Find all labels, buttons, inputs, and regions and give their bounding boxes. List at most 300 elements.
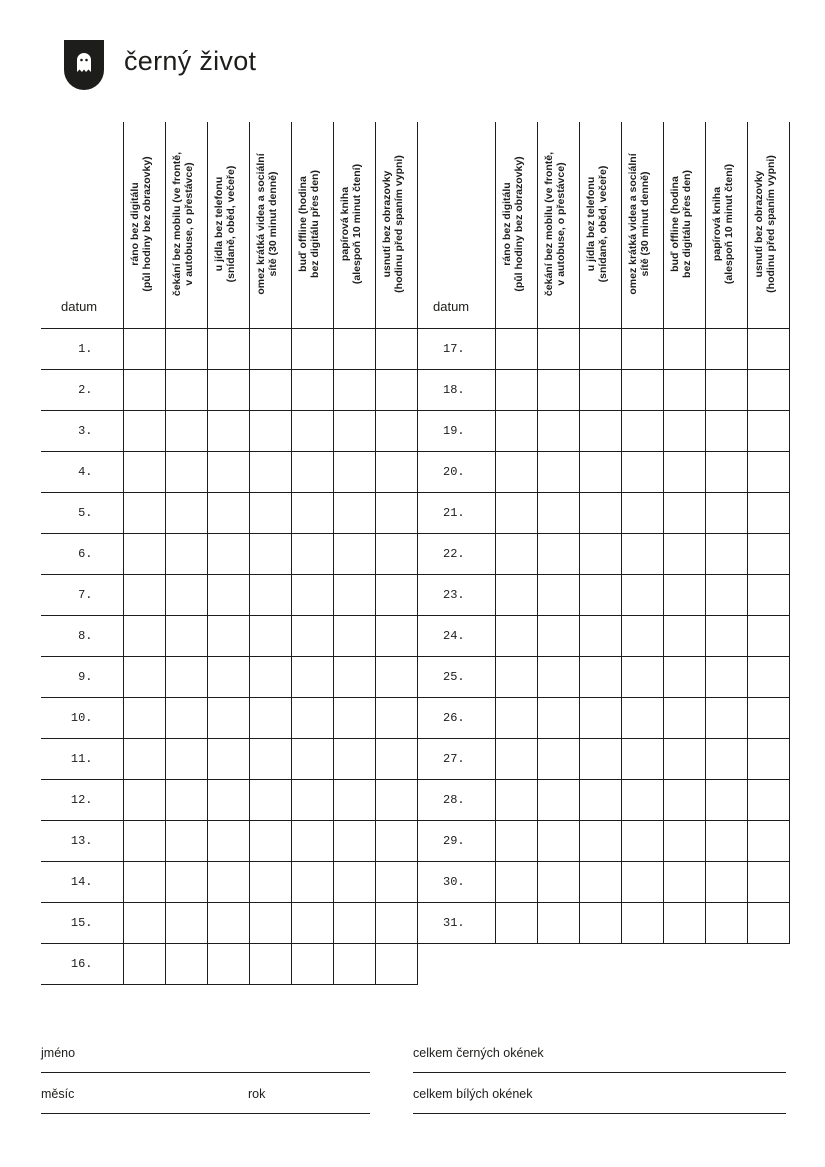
day-row [413, 657, 789, 698]
checkbox-cell[interactable] [123, 698, 165, 739]
header-row [41, 122, 417, 329]
day-row [41, 575, 417, 616]
checkbox-cell[interactable] [663, 370, 705, 411]
day-row [41, 493, 417, 534]
checkbox-cell[interactable] [375, 575, 417, 616]
checkbox-cell[interactable] [705, 534, 747, 575]
checkbox-cell[interactable] [537, 780, 579, 821]
checkbox-cell[interactable] [123, 616, 165, 657]
date-header: datum [433, 299, 470, 314]
day-label: 3. [41, 411, 123, 452]
day-row [413, 698, 789, 739]
day-row [413, 780, 789, 821]
checkbox-cell[interactable] [375, 534, 417, 575]
checkbox-cell[interactable] [537, 698, 579, 739]
checkbox-cell[interactable] [249, 370, 291, 411]
checkbox-cell[interactable] [747, 411, 789, 452]
checkbox-cell[interactable] [165, 616, 207, 657]
column-header: omez krátká videa a sociální sítě (30 minut denně) [621, 122, 663, 329]
checkbox-cell[interactable] [333, 370, 375, 411]
checkbox-cell[interactable] [747, 862, 789, 903]
checkbox-cell[interactable] [621, 698, 663, 739]
checkbox-cell[interactable] [333, 862, 375, 903]
year-label: rok [248, 1087, 266, 1101]
checkbox-cell[interactable] [207, 821, 249, 862]
day-label: 14. [41, 862, 123, 903]
day-label: 7. [41, 575, 123, 616]
checkbox-cell[interactable] [495, 575, 537, 616]
checkbox-cell[interactable] [705, 862, 747, 903]
day-label: 31. [413, 903, 495, 944]
checkbox-cell[interactable] [579, 575, 621, 616]
checkbox-cell[interactable] [207, 862, 249, 903]
day-row [413, 862, 789, 903]
checkbox-cell[interactable] [123, 329, 165, 370]
day-row [41, 411, 417, 452]
day-label: 23. [413, 575, 495, 616]
checkbox-cell[interactable] [249, 821, 291, 862]
checkbox-cell[interactable] [537, 616, 579, 657]
checkbox-cell[interactable] [165, 329, 207, 370]
day-row [413, 903, 789, 944]
day-label: 18. [413, 370, 495, 411]
checkbox-cell[interactable] [375, 411, 417, 452]
checkbox-cell[interactable] [579, 862, 621, 903]
checkbox-cell[interactable] [123, 411, 165, 452]
checkbox-cell[interactable] [579, 657, 621, 698]
day-row [41, 739, 417, 780]
checkbox-cell[interactable] [333, 616, 375, 657]
checkbox-cell[interactable] [291, 370, 333, 411]
checkbox-cell[interactable] [495, 329, 537, 370]
checkbox-cell[interactable] [207, 493, 249, 534]
day-label: 10. [41, 698, 123, 739]
checkbox-cell[interactable] [249, 575, 291, 616]
checkbox-cell[interactable] [705, 575, 747, 616]
checkbox-cell[interactable] [249, 739, 291, 780]
checkbox-cell[interactable] [291, 452, 333, 493]
checkbox-cell[interactable] [207, 657, 249, 698]
checkbox-cell[interactable] [705, 821, 747, 862]
checkbox-cell[interactable] [747, 452, 789, 493]
checkbox-cell[interactable] [705, 739, 747, 780]
day-label: 15. [41, 903, 123, 944]
checkbox-cell[interactable] [747, 903, 789, 944]
tracker-table-right [413, 122, 790, 944]
checkbox-cell[interactable] [747, 821, 789, 862]
checkbox-cell[interactable] [621, 657, 663, 698]
checkbox-cell[interactable] [579, 780, 621, 821]
checkbox-cell[interactable] [333, 411, 375, 452]
checkbox-cell[interactable] [291, 698, 333, 739]
day-row [41, 329, 417, 370]
checkbox-cell[interactable] [123, 657, 165, 698]
checkbox-cell[interactable] [375, 903, 417, 944]
checkbox-cell[interactable] [123, 862, 165, 903]
checkbox-cell[interactable] [375, 739, 417, 780]
checkbox-cell[interactable] [579, 616, 621, 657]
checkbox-cell[interactable] [747, 575, 789, 616]
column-header: usnutí bez obrazovky (hodinu před spaním vypni) [747, 122, 789, 329]
day-label: 6. [41, 534, 123, 575]
checkbox-cell[interactable] [375, 452, 417, 493]
checkbox-cell[interactable] [747, 370, 789, 411]
checkbox-cell[interactable] [705, 452, 747, 493]
checkbox-cell[interactable] [495, 862, 537, 903]
day-label: 16. [41, 944, 123, 985]
ghost-icon [64, 40, 104, 90]
checkbox-cell[interactable] [291, 903, 333, 944]
checkbox-cell[interactable] [705, 780, 747, 821]
day-label: 30. [413, 862, 495, 903]
checkbox-cell[interactable] [333, 575, 375, 616]
checkbox-cell[interactable] [579, 534, 621, 575]
checkbox-cell[interactable] [123, 780, 165, 821]
day-row [413, 739, 789, 780]
day-row [41, 698, 417, 739]
checkbox-cell[interactable] [291, 616, 333, 657]
checkbox-cell[interactable] [579, 698, 621, 739]
checkbox-cell[interactable] [495, 739, 537, 780]
checkbox-cell[interactable] [375, 862, 417, 903]
white-total-field[interactable] [413, 1113, 786, 1114]
day-row [413, 411, 789, 452]
checkbox-cell[interactable] [291, 657, 333, 698]
checkbox-cell[interactable] [621, 370, 663, 411]
checkbox-cell[interactable] [375, 657, 417, 698]
checkbox-cell[interactable] [375, 329, 417, 370]
checkbox-cell[interactable] [249, 862, 291, 903]
checkbox-cell[interactable] [621, 780, 663, 821]
checkbox-cell[interactable] [663, 780, 705, 821]
checkbox-cell[interactable] [579, 370, 621, 411]
checkbox-cell[interactable] [663, 493, 705, 534]
checkbox-cell[interactable] [495, 534, 537, 575]
checkbox-cell[interactable] [375, 698, 417, 739]
checkbox-cell[interactable] [621, 862, 663, 903]
name-field[interactable] [41, 1072, 370, 1073]
date-header: datum [61, 299, 98, 314]
checkbox-cell[interactable] [291, 575, 333, 616]
checkbox-cell[interactable] [375, 370, 417, 411]
day-row [41, 821, 417, 862]
checkbox-cell[interactable] [291, 534, 333, 575]
checkbox-cell[interactable] [165, 739, 207, 780]
day-label: 4. [41, 452, 123, 493]
checkbox-cell[interactable] [537, 739, 579, 780]
checkbox-cell[interactable] [249, 411, 291, 452]
checkbox-cell[interactable] [747, 616, 789, 657]
checkbox-cell[interactable] [537, 411, 579, 452]
column-header: usnutí bez obrazovky (hodinu před spaním vypni) [375, 122, 417, 329]
checkbox-cell[interactable] [537, 370, 579, 411]
column-header: omez krátká videa a sociální sítě (30 minut denně) [249, 122, 291, 329]
checkbox-cell[interactable] [123, 739, 165, 780]
checkbox-cell[interactable] [579, 452, 621, 493]
checkbox-cell[interactable] [621, 329, 663, 370]
checkbox-cell[interactable] [663, 616, 705, 657]
checkbox-cell[interactable] [333, 739, 375, 780]
checkbox-cell[interactable] [333, 534, 375, 575]
checkbox-cell[interactable] [663, 903, 705, 944]
tracker-table-left [41, 122, 418, 985]
checkbox-cell[interactable] [621, 575, 663, 616]
checkbox-cell[interactable] [747, 698, 789, 739]
column-header: čekání bez mobilu (ve frontě, v autobuse, o přestávce) [165, 122, 207, 329]
day-label: 9. [41, 657, 123, 698]
day-row [41, 944, 417, 985]
checkbox-cell[interactable] [663, 657, 705, 698]
name-label: jméno [41, 1046, 76, 1060]
checkbox-cell[interactable] [207, 411, 249, 452]
checkbox-cell[interactable] [537, 903, 579, 944]
checkbox-cell[interactable] [291, 821, 333, 862]
checkbox-cell[interactable] [621, 534, 663, 575]
checkbox-cell[interactable] [705, 329, 747, 370]
checkbox-cell[interactable] [249, 944, 291, 985]
checkbox-cell[interactable] [621, 493, 663, 534]
checkbox-cell[interactable] [207, 903, 249, 944]
checkbox-cell[interactable] [207, 780, 249, 821]
checkbox-cell[interactable] [579, 821, 621, 862]
checkbox-cell[interactable] [165, 534, 207, 575]
day-row [41, 657, 417, 698]
checkbox-cell[interactable] [705, 493, 747, 534]
checkbox-cell[interactable] [495, 411, 537, 452]
checkbox-cell[interactable] [747, 657, 789, 698]
checkbox-cell[interactable] [663, 698, 705, 739]
checkbox-cell[interactable] [165, 698, 207, 739]
checkbox-cell[interactable] [537, 534, 579, 575]
checkbox-cell[interactable] [333, 493, 375, 534]
day-label: 2. [41, 370, 123, 411]
checkbox-cell[interactable] [747, 739, 789, 780]
checkbox-cell[interactable] [495, 493, 537, 534]
checkbox-cell[interactable] [249, 903, 291, 944]
checkbox-cell[interactable] [537, 329, 579, 370]
checkbox-cell[interactable] [579, 329, 621, 370]
checkbox-cell[interactable] [333, 452, 375, 493]
day-label: 28. [413, 780, 495, 821]
checkbox-cell[interactable] [621, 821, 663, 862]
checkbox-cell[interactable] [537, 452, 579, 493]
checkbox-cell[interactable] [621, 411, 663, 452]
day-row [413, 821, 789, 862]
checkbox-cell[interactable] [375, 780, 417, 821]
checkbox-cell[interactable] [663, 534, 705, 575]
day-row [41, 780, 417, 821]
checkbox-cell[interactable] [123, 575, 165, 616]
checkbox-cell[interactable] [333, 698, 375, 739]
checkbox-cell[interactable] [537, 657, 579, 698]
checkbox-cell[interactable] [705, 698, 747, 739]
checkbox-cell[interactable] [621, 903, 663, 944]
checkbox-cell[interactable] [123, 821, 165, 862]
day-row [41, 903, 417, 944]
checkbox-cell[interactable] [291, 780, 333, 821]
checkbox-cell[interactable] [249, 493, 291, 534]
checkbox-cell[interactable] [249, 452, 291, 493]
checkbox-cell[interactable] [165, 780, 207, 821]
day-label: 11. [41, 739, 123, 780]
checkbox-cell[interactable] [663, 452, 705, 493]
checkbox-cell[interactable] [537, 493, 579, 534]
checkbox-cell[interactable] [249, 329, 291, 370]
column-header: buď offline (hodina bez digitálu přes den) [663, 122, 705, 329]
column-header: u jídla bez telefonu (snídaně, oběd, večeře) [579, 122, 621, 329]
checkbox-cell[interactable] [165, 452, 207, 493]
day-label: 5. [41, 493, 123, 534]
month-label: měsíc [41, 1087, 75, 1101]
checkbox-cell[interactable] [495, 780, 537, 821]
checkbox-cell[interactable] [123, 903, 165, 944]
checkbox-cell[interactable] [165, 821, 207, 862]
checkbox-cell[interactable] [705, 657, 747, 698]
checkbox-cell[interactable] [123, 493, 165, 534]
checkbox-cell[interactable] [207, 944, 249, 985]
checkbox-cell[interactable] [291, 862, 333, 903]
day-row [413, 329, 789, 370]
checkbox-cell[interactable] [375, 944, 417, 985]
checkbox-cell[interactable] [537, 575, 579, 616]
day-label: 19. [413, 411, 495, 452]
checkbox-cell[interactable] [495, 370, 537, 411]
checkbox-cell[interactable] [705, 903, 747, 944]
day-row [413, 452, 789, 493]
checkbox-cell[interactable] [621, 452, 663, 493]
checkbox-cell[interactable] [663, 739, 705, 780]
checkbox-cell[interactable] [537, 862, 579, 903]
checkbox-cell[interactable] [333, 780, 375, 821]
checkbox-cell[interactable] [495, 698, 537, 739]
checkbox-cell[interactable] [495, 821, 537, 862]
checkbox-cell[interactable] [495, 903, 537, 944]
day-label: 1. [41, 329, 123, 370]
column-header: buď offline (hodina bez digitálu přes den) [291, 122, 333, 329]
checkbox-cell[interactable] [537, 821, 579, 862]
day-label: 25. [413, 657, 495, 698]
column-header: papírová kniha (alespoň 10 minut čtení) [705, 122, 747, 329]
checkbox-cell[interactable] [333, 657, 375, 698]
checkbox-cell[interactable] [165, 944, 207, 985]
checkbox-cell[interactable] [291, 329, 333, 370]
checkbox-cell[interactable] [495, 657, 537, 698]
day-label: 20. [413, 452, 495, 493]
checkbox-cell[interactable] [249, 780, 291, 821]
checkbox-cell[interactable] [375, 616, 417, 657]
checkbox-cell[interactable] [747, 534, 789, 575]
day-row [41, 452, 417, 493]
checkbox-cell[interactable] [165, 493, 207, 534]
checkbox-cell[interactable] [333, 821, 375, 862]
checkbox-cell[interactable] [333, 944, 375, 985]
checkbox-cell[interactable] [123, 452, 165, 493]
checkbox-cell[interactable] [747, 329, 789, 370]
checkbox-cell[interactable] [207, 739, 249, 780]
day-row [413, 575, 789, 616]
checkbox-cell[interactable] [705, 411, 747, 452]
day-label: 12. [41, 780, 123, 821]
checkbox-cell[interactable] [123, 534, 165, 575]
month-year-field[interactable] [41, 1113, 370, 1114]
day-row [413, 493, 789, 534]
checkbox-cell[interactable] [165, 657, 207, 698]
checkbox-cell[interactable] [579, 493, 621, 534]
checkbox-cell[interactable] [333, 903, 375, 944]
checkbox-cell[interactable] [663, 575, 705, 616]
checkbox-cell[interactable] [621, 616, 663, 657]
checkbox-cell[interactable] [747, 493, 789, 534]
checkbox-cell[interactable] [663, 329, 705, 370]
column-header: čekání bez mobilu (ve frontě, v autobuse, o přestávce) [537, 122, 579, 329]
day-row [41, 370, 417, 411]
day-row [413, 534, 789, 575]
checkbox-cell[interactable] [291, 411, 333, 452]
column-header: papírová kniha (alespoň 10 minut čtení) [333, 122, 375, 329]
checkbox-cell[interactable] [123, 944, 165, 985]
checkbox-cell[interactable] [291, 944, 333, 985]
checkbox-cell[interactable] [207, 698, 249, 739]
day-row [41, 534, 417, 575]
checkbox-cell[interactable] [579, 903, 621, 944]
checkbox-cell[interactable] [165, 903, 207, 944]
checkbox-cell[interactable] [165, 862, 207, 903]
checkbox-cell[interactable] [375, 821, 417, 862]
checkbox-cell[interactable] [333, 329, 375, 370]
checkbox-cell[interactable] [207, 616, 249, 657]
checkbox-cell[interactable] [291, 493, 333, 534]
checkbox-cell[interactable] [621, 739, 663, 780]
day-label: 13. [41, 821, 123, 862]
checkbox-cell[interactable] [249, 657, 291, 698]
checkbox-cell[interactable] [579, 411, 621, 452]
checkbox-cell[interactable] [291, 739, 333, 780]
checkbox-cell[interactable] [747, 780, 789, 821]
checkbox-cell[interactable] [165, 575, 207, 616]
day-row [413, 616, 789, 657]
checkbox-cell[interactable] [663, 411, 705, 452]
checkbox-cell[interactable] [495, 616, 537, 657]
checkbox-cell[interactable] [207, 329, 249, 370]
checkbox-cell[interactable] [207, 452, 249, 493]
day-label: 27. [413, 739, 495, 780]
checkbox-cell[interactable] [123, 370, 165, 411]
checkbox-cell[interactable] [579, 739, 621, 780]
day-label: 8. [41, 616, 123, 657]
checkbox-cell[interactable] [375, 493, 417, 534]
day-row [413, 370, 789, 411]
checkbox-cell[interactable] [249, 534, 291, 575]
checkbox-cell[interactable] [495, 452, 537, 493]
checkbox-cell[interactable] [705, 370, 747, 411]
checkbox-cell[interactable] [663, 821, 705, 862]
black-total-field[interactable] [413, 1072, 786, 1073]
day-label: 22. [413, 534, 495, 575]
checkbox-cell[interactable] [249, 616, 291, 657]
checkbox-cell[interactable] [249, 698, 291, 739]
column-header: ráno bez digitálu (půl hodiny bez obrazovky) [495, 122, 537, 329]
checkbox-cell[interactable] [165, 370, 207, 411]
checkbox-cell[interactable] [207, 534, 249, 575]
checkbox-cell[interactable] [165, 411, 207, 452]
column-header: ráno bez digitálu (půl hodiny bez obrazovky) [123, 122, 165, 329]
checkbox-cell[interactable] [207, 575, 249, 616]
checkbox-cell[interactable] [663, 862, 705, 903]
checkbox-cell[interactable] [705, 616, 747, 657]
day-label: 24. [413, 616, 495, 657]
day-label: 21. [413, 493, 495, 534]
checkbox-cell[interactable] [207, 370, 249, 411]
